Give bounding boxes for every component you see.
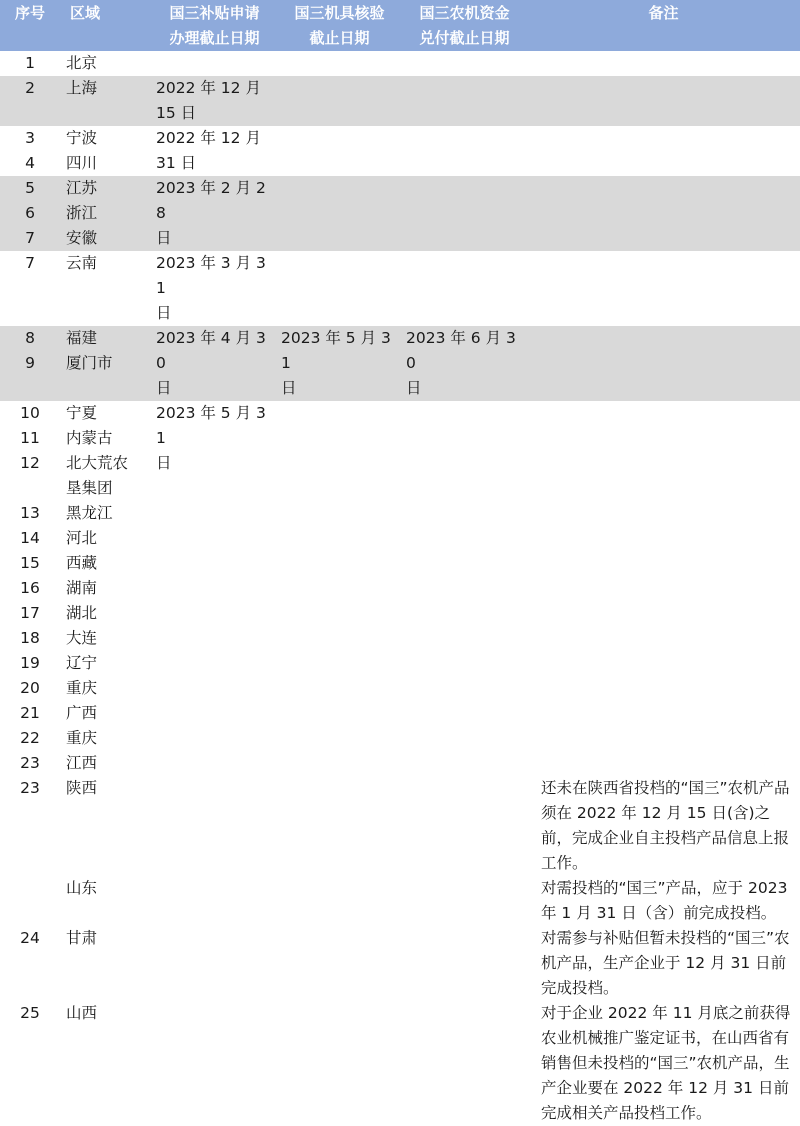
payment-deadline-cell <box>402 401 527 776</box>
payment-deadline-cell <box>402 251 527 326</box>
remarks-cell <box>527 76 800 126</box>
remarks-cell <box>527 326 800 401</box>
table-row <box>0 126 800 176</box>
region-cell: 山东 <box>66 879 98 897</box>
region-cell: 宁波 四川 <box>66 129 98 172</box>
table-row <box>0 1001 800 1126</box>
inspection-deadline-cell <box>277 51 402 76</box>
header-payment-deadline: 国三农机资金 兑付截止日期 <box>402 0 527 51</box>
inspection-deadline-cell <box>277 926 402 1001</box>
table-row <box>0 326 800 401</box>
seq-cell: 8 9 <box>0 326 60 401</box>
payment-deadline-cell <box>402 926 527 1001</box>
inspection-deadline-cell <box>277 76 402 126</box>
remarks-cell: 对需投档的“国三”产品，应于 2023 年 1 月 31 日（含）前完成投档。 <box>541 879 788 922</box>
header-inspection-deadline: 国三机具核验 截止日期 <box>277 0 402 51</box>
subsidy-deadline-cell: 2022 年 12 月 15 日 <box>152 76 277 126</box>
table-row <box>0 926 800 1001</box>
subsidy-deadline-cell: 2023 年 5 月 31 日 <box>156 404 266 472</box>
payment-deadline-cell: 2023 年 6 月 30 日 <box>402 326 527 401</box>
inspection-deadline-cell <box>277 176 402 251</box>
payment-deadline-cell <box>402 1001 527 1126</box>
region-cell: 陕西 <box>66 779 98 797</box>
remarks-cell <box>527 51 800 76</box>
subsidy-deadline-cell: 2023 年 3 月 31 日 <box>156 254 266 322</box>
seq-cell: 5 6 7 <box>0 176 60 251</box>
seq-cell: 25 <box>20 1004 40 1022</box>
subsidy-deadline-cell <box>152 926 277 1001</box>
header-region: 区域 <box>60 0 152 51</box>
region-cell: 宁夏 内蒙古 北大荒农 垦集团 黑龙江 河北 西藏 湖南 湖北 大连 辽宁 重庆 广西 重庆 江西 <box>66 404 129 772</box>
inspection-deadline-cell <box>277 876 402 926</box>
region-cell: 福建 厦门市 <box>60 326 152 401</box>
table-row <box>0 51 800 76</box>
seq-cell: 10 11 12 13 14 15 16 17 18 19 20 21 22 23 <box>20 404 40 772</box>
subsidy-deadline-cell <box>152 1001 277 1126</box>
table-row <box>0 76 800 126</box>
payment-deadline-cell <box>402 51 527 76</box>
header-remarks: 备注 <box>527 0 800 51</box>
inspection-deadline-cell: 2023 年 5 月 31 日 <box>277 326 402 401</box>
inspection-deadline-cell <box>277 1001 402 1126</box>
inspection-deadline-cell <box>277 776 402 876</box>
header-subsidy-deadline: 国三补贴申请 办理截止日期 <box>152 0 277 51</box>
remarks-cell <box>527 176 800 251</box>
seq-cell: 24 <box>20 929 40 947</box>
remarks-cell: 对需参与补贴但暂未投档的“国三”农机产品，生产企业于 12 月 31 日前完成投档。 <box>541 929 790 997</box>
seq-cell: 23 <box>20 779 40 797</box>
region-cell: 山西 <box>66 1004 98 1022</box>
payment-deadline-cell <box>402 76 527 126</box>
remarks-cell <box>527 251 800 326</box>
remarks-cell: 对于企业 2022 年 11 月底之前获得农业机械推广鉴定证书，在山西省有销售但未投档的“国三”农机产品，生产企业要在 2022 年 12 月 31 日前完成相关产品投档工作。 <box>541 1004 791 1122</box>
remarks-cell <box>527 126 800 176</box>
subsidy-deadline-cell: 2022 年 12 月 31 日 <box>156 129 261 172</box>
subsidy-deadline-cell <box>152 51 277 76</box>
seq-cell: 7 <box>25 254 35 272</box>
table-row <box>0 251 800 326</box>
inspection-deadline-cell <box>277 251 402 326</box>
subsidy-deadline-cell <box>152 876 277 926</box>
seq-cell: 2 <box>0 76 60 126</box>
region-cell: 云南 <box>66 254 98 272</box>
region-cell: 江苏 浙江 安徽 <box>60 176 152 251</box>
payment-deadline-cell <box>402 876 527 926</box>
inspection-deadline-cell <box>277 126 402 176</box>
table-header-row <box>0 0 800 51</box>
payment-deadline-cell <box>402 126 527 176</box>
table-row <box>0 176 800 251</box>
table-row <box>0 401 800 776</box>
remarks-cell <box>527 401 800 776</box>
region-cell: 北京 <box>66 54 98 72</box>
region-cell: 上海 <box>60 76 152 126</box>
subsidy-deadline-cell: 2023 年 4 月 30 日 <box>152 326 277 401</box>
payment-deadline-cell <box>402 776 527 876</box>
seq-cell: 1 <box>25 54 35 72</box>
inspection-deadline-cell <box>277 401 402 776</box>
remarks-cell: 还未在陕西省投档的“国三”农机产品须在 2022 年 12 月 15 日(含)之前，完成企业自主投档产品信息上报工作。 <box>541 779 790 872</box>
seq-cell: 3 4 <box>25 129 35 172</box>
table-row <box>0 876 800 926</box>
header-seq: 序号 <box>0 0 60 51</box>
subsidy-deadline-cell <box>152 776 277 876</box>
table-row <box>0 776 800 876</box>
subsidy-deadline-cell: 2023 年 2 月 28 日 <box>152 176 277 251</box>
seq-cell <box>0 876 60 926</box>
payment-deadline-cell <box>402 176 527 251</box>
region-cell: 甘肃 <box>66 929 98 947</box>
